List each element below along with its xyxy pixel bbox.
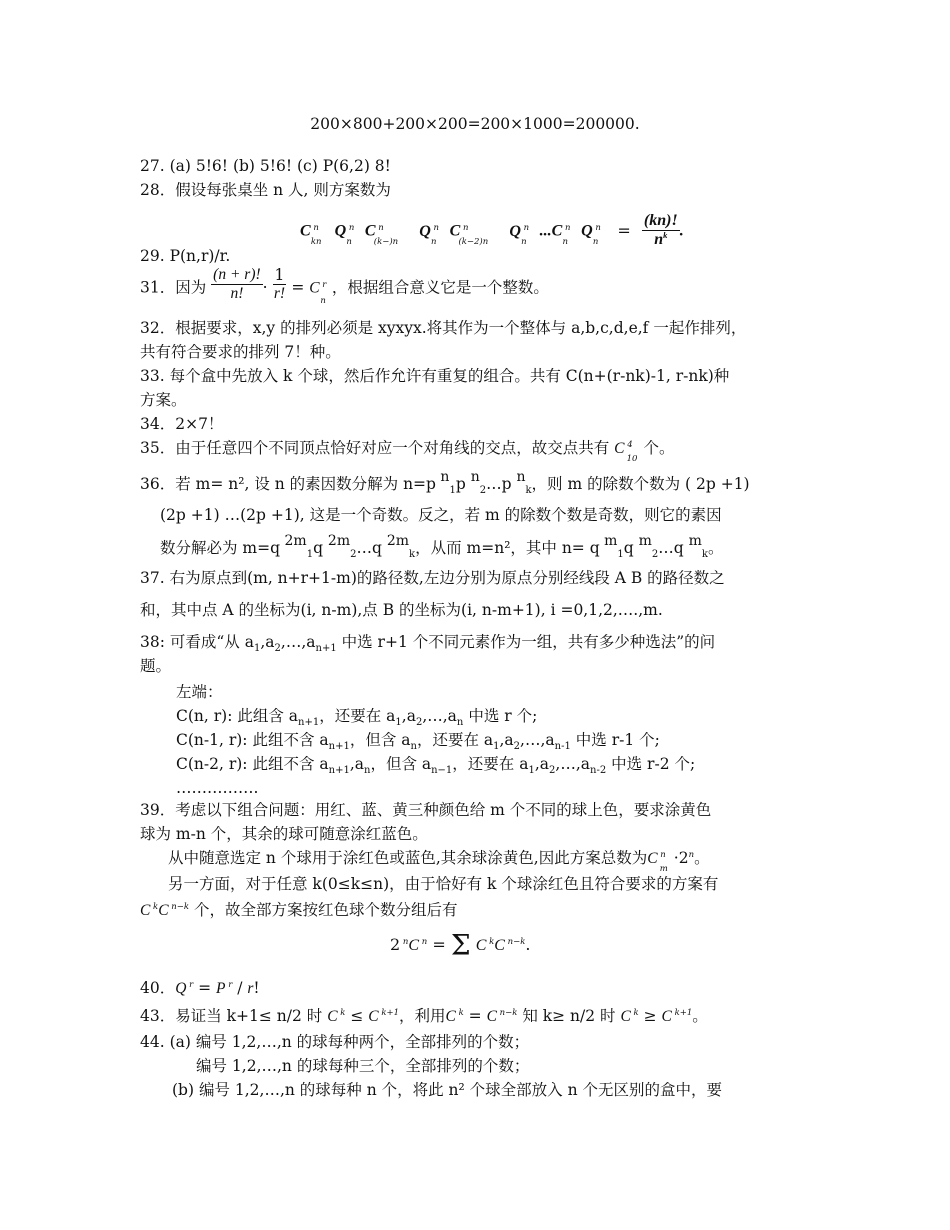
problem-28: 28．假设每张桌坐 n 人, 则方案数为 [140,181,391,199]
problem-33-line1: 33. 每个盒中先放入 k 个球，然后作允许有重复的组合。共有 C(n+(r-nk)-1, r-nk)种 [140,367,730,385]
formula-28-denominator: $n^k$ [654,230,668,248]
left-line-3: C(n-2, r): 此组不含 $a_{n+1},a_n$，但含 $a_{n-1}$，还要在 $a_1,a_2,\dots,a_{n-2}$ 中选 r-2 个; [176,755,696,776]
problem-39-line4: 另一方面，对于任意 k(0≤k≤n)，由于恰好有 k 个球涂红色且符合要求的方案有 [168,875,719,893]
problem-36-line2: (2p +1) …(2p +1), 这是一个奇数。反之，若 m 的除数个数是奇数，则它的素因 [160,506,722,524]
problem-31: 31．因为 $\frac{(n + r)!}{n!}$ · $\frac{1}{r!}$ = C $^r_n$，根据组合意义它是一个整数。 [140,266,549,306]
problem-39-line3: 从中随意选定 n 个球用于涂红色或蓝色,其余球涂黄色,因此方案总数为C $^n_m\cdot 2^n$。 [168,849,710,874]
problem-36-line1: 36．若 m= n², 设 n 的素因数分解为 n=p $n_1p$ $n_2\dots p$ $n_k$，则 m 的除数个数为 ( 2p +1) [140,469,750,496]
formula-28-numerator: (kn)! [643,212,678,229]
problem-44-a2: 编号 1,2,…,n 的球每种三个，全部排列的个数； [196,1057,530,1075]
problem-39-line5: C $^k$C $^{n-k}$ 个，故全部方案按红色球个数分组后有 [140,901,458,919]
left-line-1: C(n, r): 此组含 $a_{n+1}$，还要在 $a_1,a_2,\dots,a_n$ 中选 r 个; [176,707,538,728]
problem-39-line1: 39．考虑以下组合问题：用红、蓝、黄三种颜色给 m 个不同的球上色，要求涂黄色 [140,801,712,819]
sum-formula: 2 $^n$C $^n$ = Σ C $^k$C $^{n-k}$. [390,928,531,962]
problem-36-line3: 数分解必为 m=q $2m_1q$ $2m_2\dots q$ $2m_k$，从而 m=n²，其中 n= q $m_1q$ $m_2\dots q$ $m_k$。 [160,533,724,560]
problem-34: 34．2×7！ [140,415,224,433]
problem-38-line2: 题。 [140,657,172,675]
problem-38-line1: 38: 可看成“从 $a_1,a_2,\dots,a_{n+1}$ 中选 r+1 个不同元素作为一组，共有多少种选法”的问 [140,633,716,654]
problem-44-a: 44. (a) 编号 1,2,…,n 的球每种两个，全部排列的个数； [140,1033,530,1051]
left-line-2: C(n-1, r): 此组不含 $a_{n+1}$，但含 $a_n$，还要在 $a_1,a_2,\dots,a_{n-1}$ 中选 r-1 个; [176,731,660,752]
problem-32-line2: 共有符合要求的排列 7！种。 [140,343,341,361]
problem-44-b: (b) 编号 1,2,…,n 的球每种 n 个，将此 n² 个球全部放入 n 个无区别的盒中，要 [172,1081,723,1099]
problem-33-line2: 方案。 [140,391,187,409]
problem-37-line2: 和，其中点 A 的坐标为(i, n-m),点 B 的坐标为(i, n-m+1), i =0,1,2,….,m. [140,601,663,619]
left-label: 左端： [176,683,223,701]
formula-28: C $^n_{kn}$ Q $^n_n$ C $^n_{(k-)n}$ Q $^n_n$ C $^n_{(k-2)n}$ Q $^n_n$ ...C $^n_n$ Q $^n_n$ = $\frac{(kn)!}{n^k}$ . [300,212,684,248]
problem-27: 27. (a) 5!6! (b) 5!6! (c) P(6,2) 8! [140,157,391,175]
problem-40: 40．Q $^r$ = P $^r$ / r! [140,979,260,997]
problem-29: 29. P(n,r)/r. [140,247,231,265]
ellipsis-line: ……………. [176,779,259,797]
problem-37-line1: 37. 右为原点到(m, n+r+1-m)的路径数,左边分别为原点分别经线段 A B 的路径数之 [140,569,725,587]
problem-35: 35．由于任意四个不同顶点恰好对应一个对角线的交点，故交点共有 C $^4_{10}$个。 [140,439,675,464]
equation-top: 200×800+200×200=200×1000=200000. [310,115,640,133]
problem-39-line2: 球为 m-n 个，其余的球可随意涂红蓝色。 [140,825,428,843]
problem-43: 43．易证当 k+1≤ n/2 时 C $^k$ ≤ C $^{k+1}$，利用C $^k$ = C $^{n-k}$ 知 k≥ n/2 时 C $^k$ ≥ C $^{k+1}$。 [140,1007,708,1025]
problem-32-line1: 32．根据要求，x,y 的排列必须是 xyxyx.将其作为一个整体与 a,b,c,d,e,f 一起作排列， [140,319,747,337]
